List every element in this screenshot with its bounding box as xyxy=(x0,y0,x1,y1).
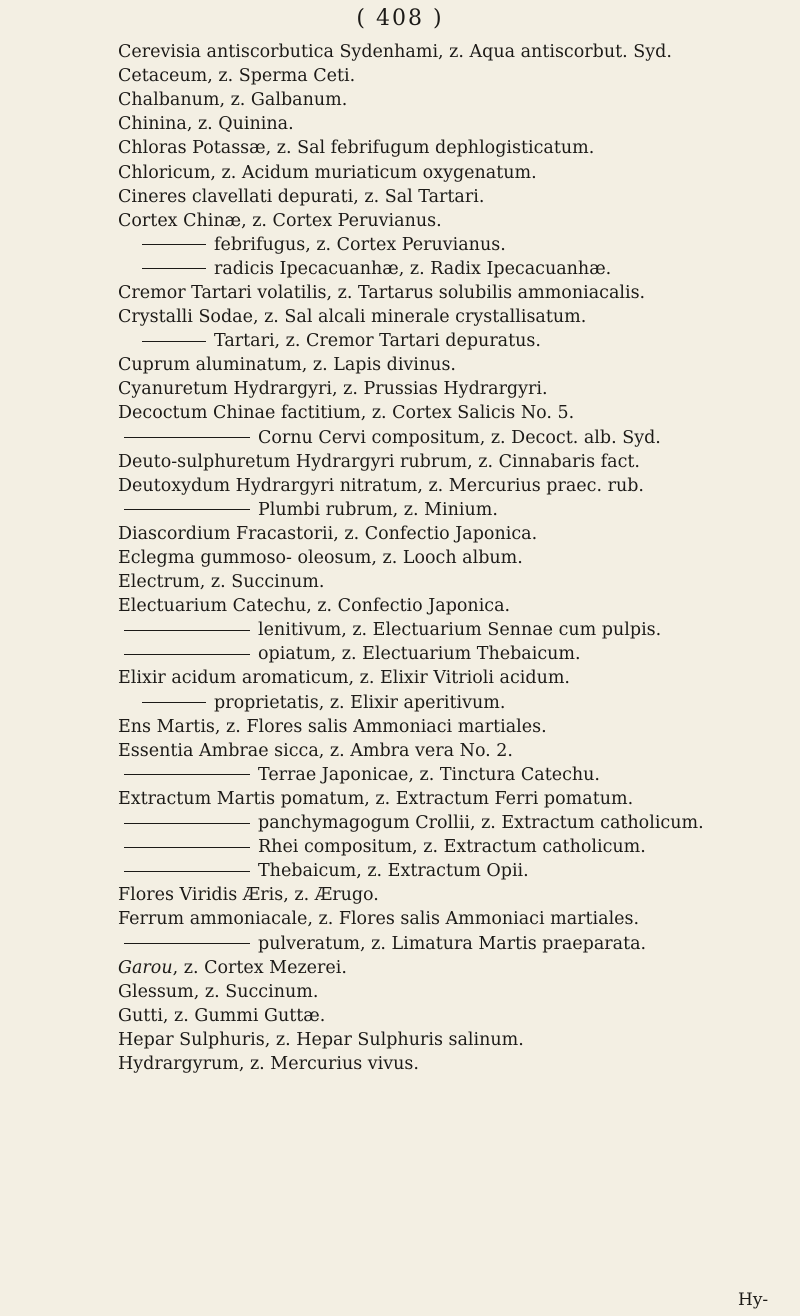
entry-line xyxy=(118,498,788,522)
entry-text: Rhei compositum, z. Extractum catholicum. xyxy=(258,837,646,858)
entry-line xyxy=(118,401,788,425)
entry-line xyxy=(118,666,788,690)
entry-text: Crystalli Sodae, z. Sal alcali minerale crystallisatum. xyxy=(118,307,587,328)
entry-text: Flores Viridis Æris, z. Ærugo. xyxy=(118,885,379,906)
entry-line xyxy=(118,426,788,450)
entry-text: Cortex Chinæ, z. Cortex Peruvianus. xyxy=(118,210,442,231)
entry-text: Plumbi rubrum, z. Minium. xyxy=(258,499,498,520)
entry-text: Gutti, z. Gummi Guttæ. xyxy=(118,1005,326,1026)
entry-line xyxy=(118,739,788,763)
entry-text: Glessum, z. Succinum. xyxy=(118,981,319,1002)
entry-text: Essentia Ambrae sicca, z. Ambra vera No. 2. xyxy=(118,740,513,761)
entry-text: Cetaceum, z. Sperma Ceti. xyxy=(118,66,356,87)
entry-line xyxy=(118,474,788,498)
entry-line xyxy=(118,931,788,955)
entry-line xyxy=(118,377,788,401)
repeat-dash xyxy=(142,341,206,342)
entry-text: Hepar Sulphuris, z. Hepar Sulphuris salinum. xyxy=(118,1029,524,1050)
entry-text: Chinina, z. Quinina. xyxy=(118,114,294,135)
entry-text: Cyanuretum Hydrargyri, z. Prussias Hydrargyri. xyxy=(118,379,548,400)
entry-line xyxy=(118,907,788,931)
repeat-dash xyxy=(142,268,206,269)
entry-line xyxy=(118,64,788,88)
entry-line xyxy=(118,112,788,136)
entry-line xyxy=(118,209,788,233)
entry-line xyxy=(118,1052,788,1076)
entry-text: panchymagogum Crollii, z. Extractum catholicum. xyxy=(258,813,704,834)
entry-line xyxy=(118,956,788,980)
entry-line xyxy=(118,353,788,377)
entry-headword: Garou xyxy=(118,957,173,978)
entry-text: Hydrargyrum, z. Mercurius vivus. xyxy=(118,1053,419,1074)
dictionary-entries xyxy=(118,40,788,1076)
entry-text: Cremor Tartari volatilis, z. Tartarus solubilis ammoniacalis. xyxy=(118,282,646,303)
repeat-dash xyxy=(124,509,250,510)
entry-line xyxy=(118,642,788,666)
entry-text: Diascordium Fracastorii, z. Confectio Japonica. xyxy=(118,523,538,544)
entry-line xyxy=(118,88,788,112)
entry-text: Chalbanum, z. Galbanum. xyxy=(118,90,348,111)
entry-line xyxy=(118,329,788,353)
entry-line xyxy=(118,546,788,570)
entry-line xyxy=(118,787,788,811)
entry-text: pulveratum, z. Limatura Martis praeparata. xyxy=(258,933,647,954)
entry-line xyxy=(118,980,788,1004)
repeat-dash xyxy=(124,871,250,872)
entry-text: proprietatis, z. Elixir aperitivum. xyxy=(214,692,506,713)
repeat-dash xyxy=(124,943,250,944)
entry-line xyxy=(118,811,788,835)
entry-text: Electrum, z. Succinum. xyxy=(118,572,325,593)
entry-line xyxy=(118,883,788,907)
repeat-dash xyxy=(124,774,250,775)
repeat-dash xyxy=(142,244,206,245)
entry-line xyxy=(118,257,788,281)
repeat-dash xyxy=(124,437,250,438)
entry-line xyxy=(118,450,788,474)
entry-text: Deutoxydum Hydrargyri nitratum, z. Mercurius praec. rub. xyxy=(118,475,644,496)
entry-line xyxy=(118,233,788,257)
catchword: Hy- xyxy=(738,1290,769,1310)
entry-text: opiatum, z. Electuarium Thebaicum. xyxy=(258,644,581,665)
repeat-dash xyxy=(124,630,250,631)
entry-line xyxy=(118,160,788,184)
entry-text: Deuto-sulphuretum Hydrargyri rubrum, z. Cinnabaris fact. xyxy=(118,451,640,472)
entry-text: Cerevisia antiscorbutica Sydenhami, z. Aqua antiscorbut. Syd. xyxy=(118,42,672,63)
entry-text: Thebaicum, z. Extractum Opii. xyxy=(258,861,529,882)
entry-text: Ferrum ammoniacale, z. Flores salis Ammoniaci martiales. xyxy=(118,909,640,930)
entry-line xyxy=(118,281,788,305)
entry-line xyxy=(118,835,788,859)
entry-line xyxy=(118,691,788,715)
entry-line xyxy=(118,136,788,160)
entry-text: Chloras Potassæ, z. Sal febrifugum dephlogisticatum. xyxy=(118,138,595,159)
entry-text: Decoctum Chinae factitium, z. Cortex Salicis No. 5. xyxy=(118,403,575,424)
entry-text: Cornu Cervi compositum, z. Decoct. alb. Syd. xyxy=(258,427,661,448)
entry-text: radicis Ipecacuanhæ, z. Radix Ipecacuanhæ. xyxy=(214,258,612,279)
entry-text: Cineres clavellati depurati, z. Sal Tartari. xyxy=(118,186,485,207)
entry-text: Tartari, z. Cremor Tartari depuratus. xyxy=(214,331,541,352)
entry-line xyxy=(118,522,788,546)
entry-line xyxy=(118,1004,788,1028)
entry-text: Extractum Martis pomatum, z. Extractum Ferri pomatum. xyxy=(118,788,634,809)
entry-text: Eclegma gummoso- oleosum, z. Looch album. xyxy=(118,548,523,569)
entry-text: Cuprum aluminatum, z. Lapis divinus. xyxy=(118,355,456,376)
entry-text: Ens Martis, z. Flores salis Ammoniaci martiales. xyxy=(118,716,547,737)
entry-text: Electuarium Catechu, z. Confectio Japonica. xyxy=(118,596,511,617)
repeat-dash xyxy=(124,847,250,848)
entry-text: Elixir acidum aromaticum, z. Elixir Vitrioli acidum. xyxy=(118,668,570,689)
entry-text: lenitivum, z. Electuarium Sennae cum pulpis. xyxy=(258,620,662,641)
entry-line xyxy=(118,570,788,594)
entry-line xyxy=(118,185,788,209)
entry-line xyxy=(118,40,788,64)
entry-text: Chloricum, z. Acidum muriaticum oxygenatum. xyxy=(118,162,537,183)
repeat-dash xyxy=(124,823,250,824)
page-number: ( 408 ) xyxy=(356,6,444,31)
entry-line xyxy=(118,859,788,883)
entry-line xyxy=(118,305,788,329)
repeat-dash xyxy=(124,654,250,655)
entry-text: Terrae Japonicae, z. Tinctura Catechu. xyxy=(258,764,600,785)
entry-line xyxy=(118,618,788,642)
entry-line xyxy=(118,1028,788,1052)
entry-line xyxy=(118,715,788,739)
entry-text: febrifugus, z. Cortex Peruvianus. xyxy=(214,234,506,255)
entry-line xyxy=(118,763,788,787)
entry-line xyxy=(118,594,788,618)
entry-text: Garou, z. Cortex Mezerei. xyxy=(118,957,347,978)
repeat-dash xyxy=(142,702,206,703)
